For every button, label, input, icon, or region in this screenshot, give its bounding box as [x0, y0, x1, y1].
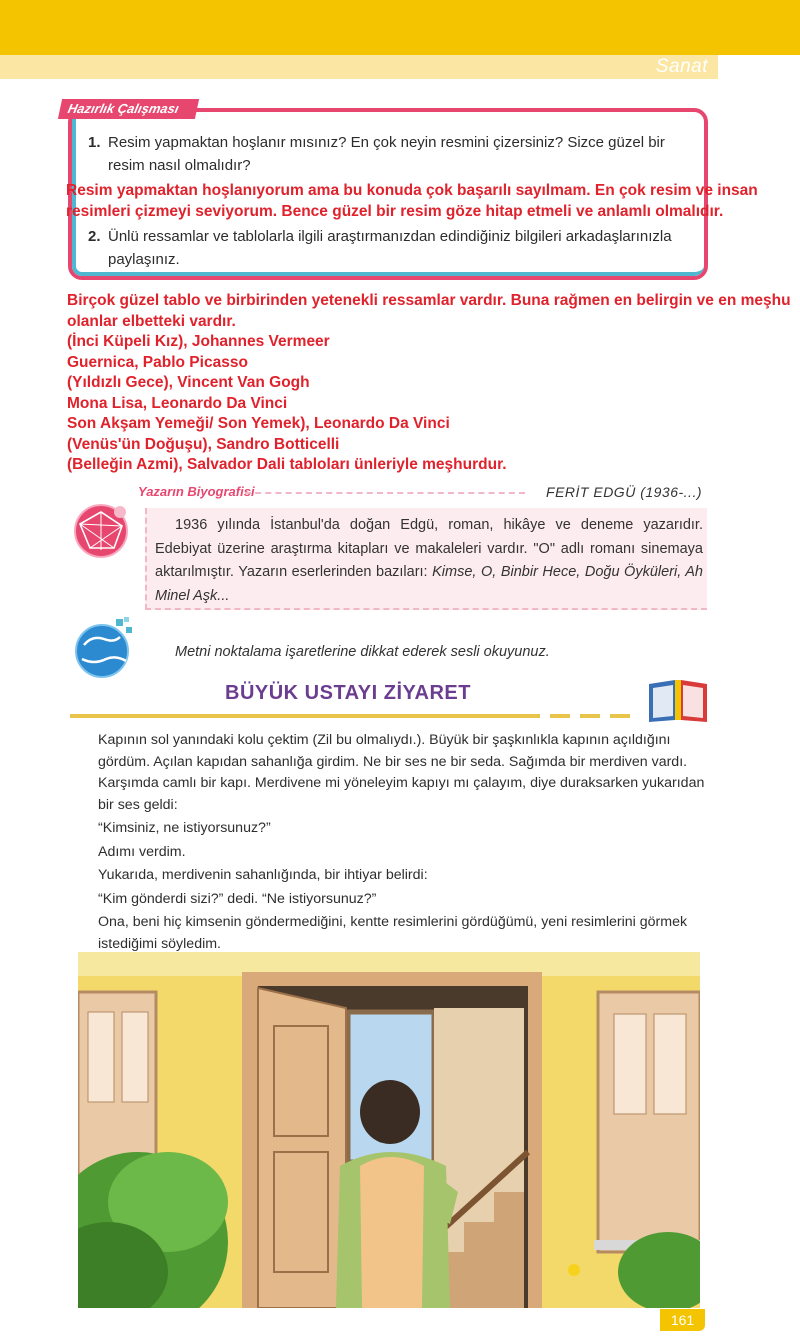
open-book-icon [645, 676, 711, 724]
reading-globe-icon [70, 615, 138, 683]
prep-label: Hazırlık Çalışması [58, 99, 199, 119]
biography-divider [245, 492, 525, 494]
story-paragraph-3: Adımı verdim. [98, 843, 186, 860]
answer-2-line: Son Akşam Yemeği/ Son Yemek), Leonardo Da Vinci [67, 415, 450, 432]
answer-2-line: (Venüs'ün Doğuşu), Sandro Botticelli [67, 435, 340, 453]
question-1-text: Resim yapmaktan hoşlanır mısınız? En çok neyin resmini çizersiniz? Sizce güzel bir resim nasıl olmalıdır? [108, 134, 665, 174]
story-paragraph-4: Yukarıda, merdivenin sahanlığında, bir ihtiyar belirdi: [98, 867, 428, 883]
reading-instruction: Metni noktalama işaretlerine dikkat ederek sesli okuyunuz. [175, 644, 550, 660]
biography-text-body: 1936 yılında İstanbul'da doğan Edgü, roman, hikâye ve deneme yazarıdır. Edebiyat üzerine araştırma kitapları ve makaleleri vardır. "O" adlı romanı sinemaya aktarılmıştır. Yazarın eserlerinden bazıları: [155, 517, 703, 580]
story-title: BÜYÜK USTAYI ZİYARET [225, 682, 471, 704]
story-paragraph-5: “Kim gönderdi sizi?” dedi. “Ne istiyorsunuz?” [98, 890, 377, 907]
question-2-text: Ünlü ressamlar ve tablolarla ilgili araştırmanızdan edindiğiniz bilgileri arkadaşlarınızla paylaşınız. [108, 228, 672, 268]
question-1-number: 1. [88, 134, 101, 151]
story-body [98, 730, 706, 955]
story-illustration [78, 952, 700, 1308]
page-number: 161 [660, 1309, 705, 1331]
answer-1: Resim yapmaktan hoşlanıyorum ama bu konuda çok başarılı sayılmam. En çok resim ve insan resimleri çizmeyi seviyorum. Bence güzel bir resim göze hitap etmeli ve anlamlı olmalıdır. [66, 182, 758, 220]
question-1 [88, 131, 698, 177]
story-paragraph-1: Kapının sol yanındaki kolu çektim (Zil bu olmalıydı.). Büyük bir şaşkınlıkla kapının açıldığını gördüm. Açılan kapıdan sahanlığa girdim. Ne bir ses ne bir seda. Sağımda bir merdiven vardı. Karşımda camlı bir kapı. Merdivene mi yöneleyim kapıyı mı çalayım, diye duraksarken yukarıdan bir ses geldi: [98, 732, 705, 813]
answer-2-line: (İnci Küpeli Kız), Johannes Vermeer [67, 333, 330, 350]
header-bar [0, 0, 800, 55]
answer-2-line: (Yıldızlı Gece), Vincent Van Gogh [67, 374, 310, 391]
header-subband [0, 55, 718, 79]
question-2-number: 2. [88, 228, 101, 245]
section-title: Sanat [655, 56, 708, 77]
biography-author: FERİT EDGÜ (1936-...) [546, 484, 702, 500]
biography-works: Kimse, O, Binbir Hece, Doğu Öyküleri, Ah Minel Aşk... [155, 564, 703, 604]
biography-label: Yazarın Biyografisi [138, 484, 255, 499]
answer-2-line: (Belleğin Azmi), Salvador Dali tabloları ünleriyle meşhurdur. [67, 456, 507, 473]
title-underline [70, 714, 630, 718]
biography-globe-icon [70, 500, 132, 562]
question-2 [88, 225, 698, 271]
answer-2-line: Guernica, Pablo Picasso [67, 353, 248, 371]
answer-2-line: Birçok güzel tablo ve birbirinden yetenekli ressamlar vardır. Buna rağmen en belirgin ve en meşhu [67, 292, 791, 309]
story-paragraph-6: Ona, beni hiç kimsenin göndermediğini, kentte resimlerini gördüğümü, yeni resimlerini görmek istediğimi söyledim. [98, 914, 688, 952]
story-paragraph-2: “Kimsiniz, ne istiyorsunuz?” [98, 820, 271, 836]
biography-text [155, 514, 703, 608]
answer-2-line: Mona Lisa, Leonardo Da Vinci [67, 394, 288, 412]
answer-2 [67, 291, 797, 476]
answer-2-line: olanlar elbetteki vardır. [67, 312, 236, 330]
